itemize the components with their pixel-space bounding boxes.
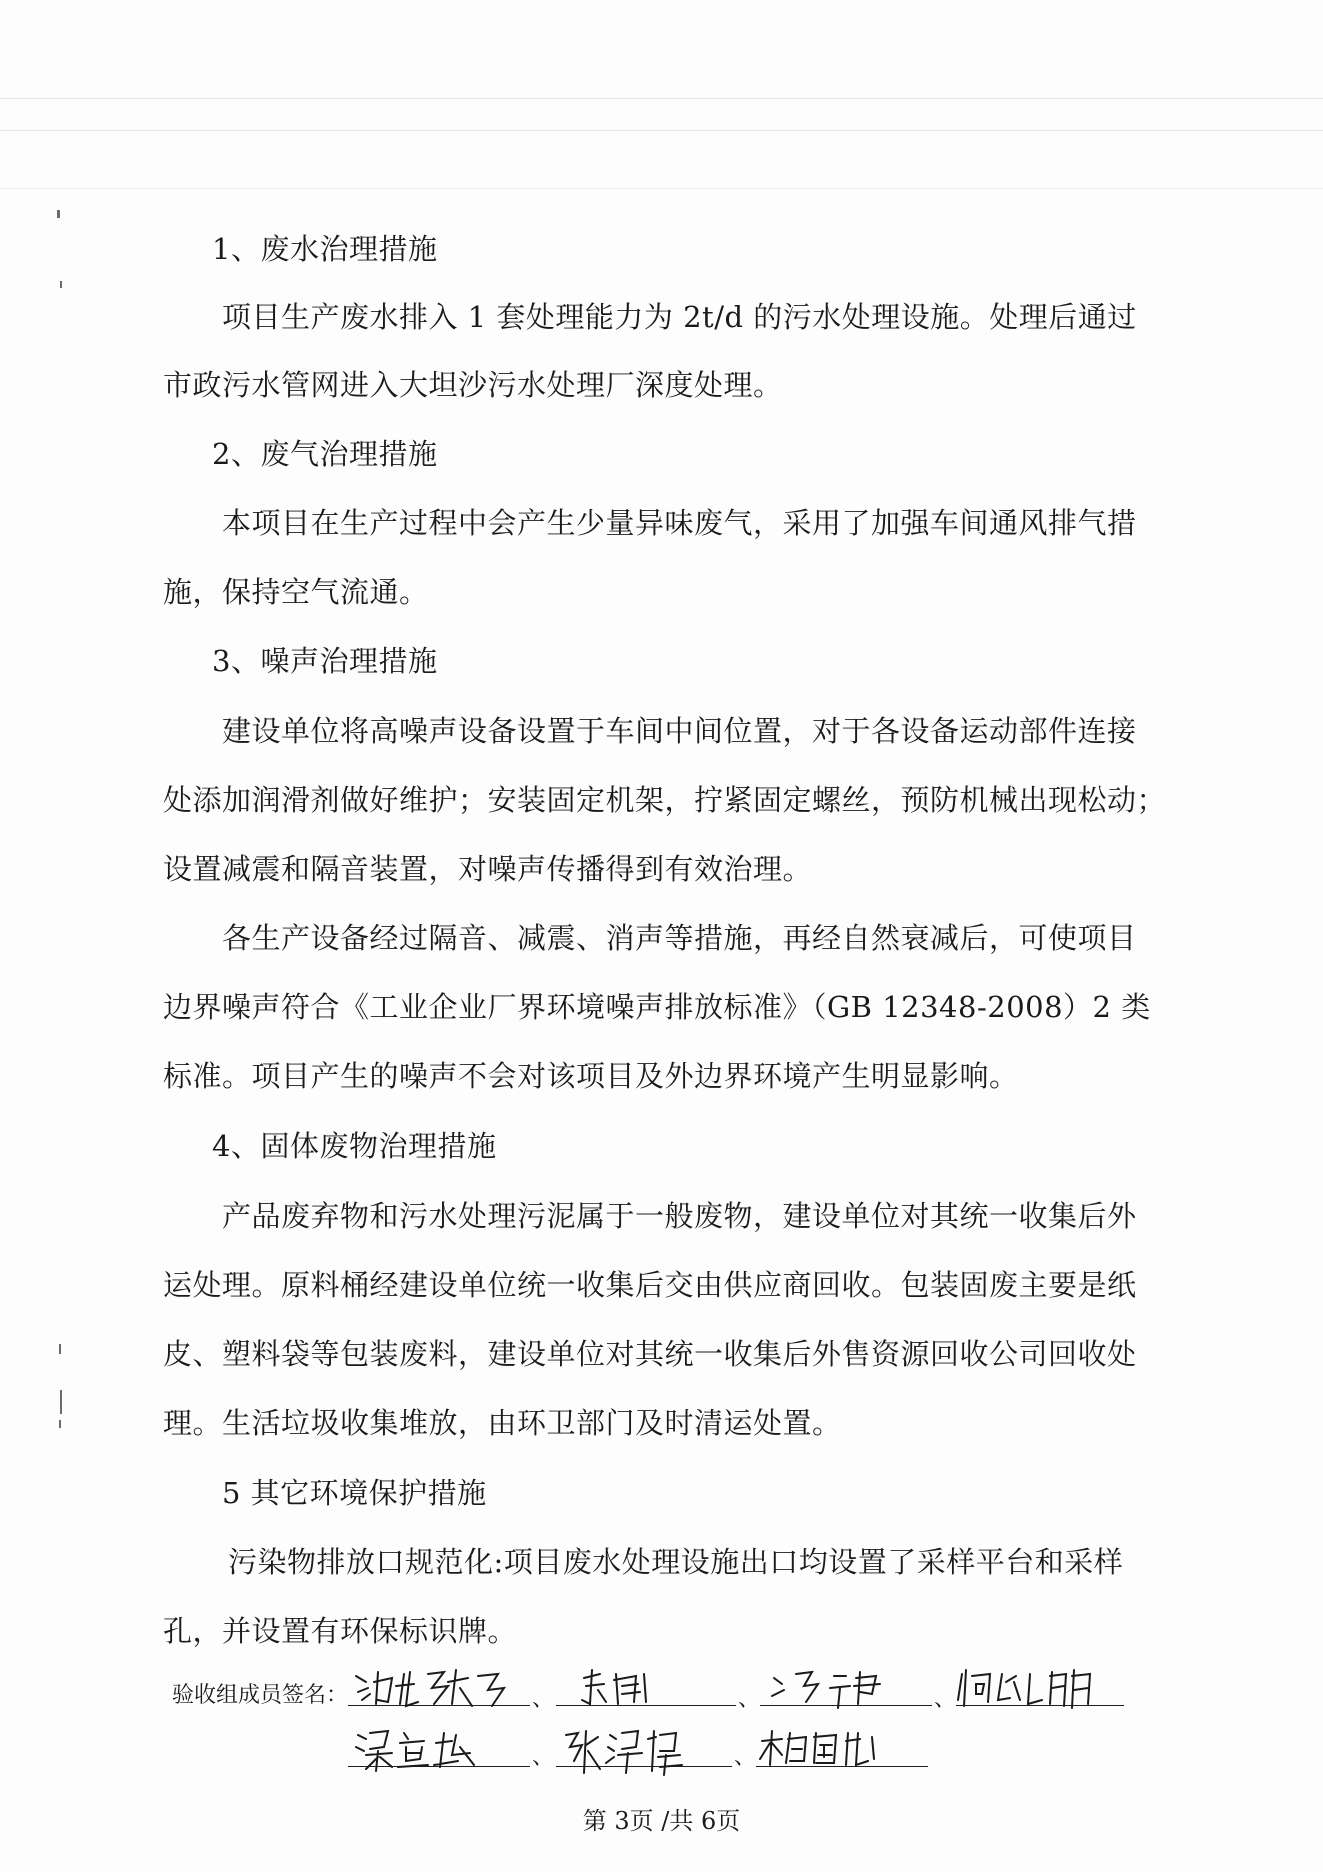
signature-3-handwriting — [760, 1664, 932, 1712]
paragraph-line: 设置减震和隔音装置，对噪声传播得到有效治理。 — [163, 852, 813, 886]
section-heading: 4、固体废物治理措施 — [212, 1129, 497, 1163]
paragraph-line: 项目生产废水排入 1 套处理能力为 2t/d 的污水处理设施。处理后通过 — [222, 300, 1137, 334]
signature-4 — [956, 1664, 1124, 1708]
paragraph-line: 边界噪声符合《工业企业厂界环境噪声排放标准》（GB 12348-2008）2 类 — [163, 990, 1151, 1024]
signature-5-handwriting — [348, 1725, 530, 1773]
paragraph-line: 污染物排放口规范化:项目废水处理设施出口均设置了采样平台和采样 — [228, 1545, 1124, 1579]
paragraph-line: 理。生活垃圾收集堆放，由环卫部门及时清运处置。 — [163, 1406, 842, 1440]
section-heading: 3、噪声治理措施 — [212, 644, 438, 678]
scan-artifact-mark — [59, 1420, 61, 1428]
scan-artifact-line — [0, 130, 1323, 131]
signature-separator: 、 — [734, 1745, 757, 1770]
signature-2-handwriting — [556, 1664, 736, 1712]
paragraph-line: 建设单位将高噪声设备设置于车间中间位置，对于各设备运动部件连接 — [222, 714, 1137, 748]
paragraph-line: 产品废弃物和污水处理污泥属于一般废物，建设单位对其统一收集后外 — [222, 1199, 1137, 1233]
signature-separator: 、 — [532, 1745, 555, 1770]
scan-artifact-line — [0, 188, 1323, 189]
signature-7 — [756, 1725, 928, 1769]
scan-artifact-mark — [60, 1390, 62, 1414]
paragraph-line: 标准。项目产生的噪声不会对该项目及外边界环境产生明显影响。 — [163, 1059, 1019, 1093]
section-heading: 2、废气治理措施 — [212, 437, 438, 471]
page-number-footer: 第 3页 /共 6页 — [582, 1807, 741, 1835]
scan-artifact-mark — [60, 281, 62, 288]
scan-artifact-mark — [57, 210, 60, 218]
signature-6 — [556, 1725, 732, 1769]
signature-3 — [760, 1664, 932, 1708]
signature-separator: 、 — [532, 1687, 555, 1712]
signature-6-handwriting — [556, 1725, 732, 1777]
scan-artifact-mark — [59, 1344, 61, 1354]
signature-7-handwriting — [756, 1725, 928, 1773]
paragraph-line: 皮、塑料袋等包装废料，建设单位对其统一收集后外售资源回收公司回收处 — [163, 1337, 1137, 1371]
scan-artifact-line — [0, 98, 1323, 99]
section-heading: 1、废水治理措施 — [212, 232, 438, 266]
signature-1 — [348, 1664, 530, 1708]
signature-5 — [348, 1725, 530, 1769]
signature-4-handwriting — [956, 1664, 1124, 1712]
signature-separator: 、 — [934, 1687, 957, 1712]
signature-label: 验收组成员签名： — [172, 1683, 349, 1708]
paragraph-line: 处添加润滑剂做好维护；安装固定机架，拧紧固定螺丝，预防机械出现松动； — [163, 783, 1167, 817]
signature-1-handwriting — [348, 1664, 530, 1712]
paragraph-line: 各生产设备经过隔音、减震、消声等措施，再经自然衰减后，可使项目 — [222, 921, 1137, 955]
section-heading: 5 其它环境保护措施 — [222, 1476, 487, 1510]
signature-separator: 、 — [738, 1687, 761, 1712]
paragraph-line: 运处理。原料桶经建设单位统一收集后交由供应商回收。包装固废主要是纸 — [163, 1268, 1137, 1302]
paragraph-line: 孔，并设置有环保标识牌。 — [163, 1614, 518, 1648]
signature-2 — [556, 1664, 736, 1708]
paragraph-line: 本项目在生产过程中会产生少量异味废气，采用了加强车间通风排气措 — [222, 506, 1137, 540]
paragraph-line: 施，保持空气流通。 — [163, 575, 429, 609]
paragraph-line: 市政污水管网进入大坦沙污水处理厂深度处理。 — [163, 368, 783, 402]
